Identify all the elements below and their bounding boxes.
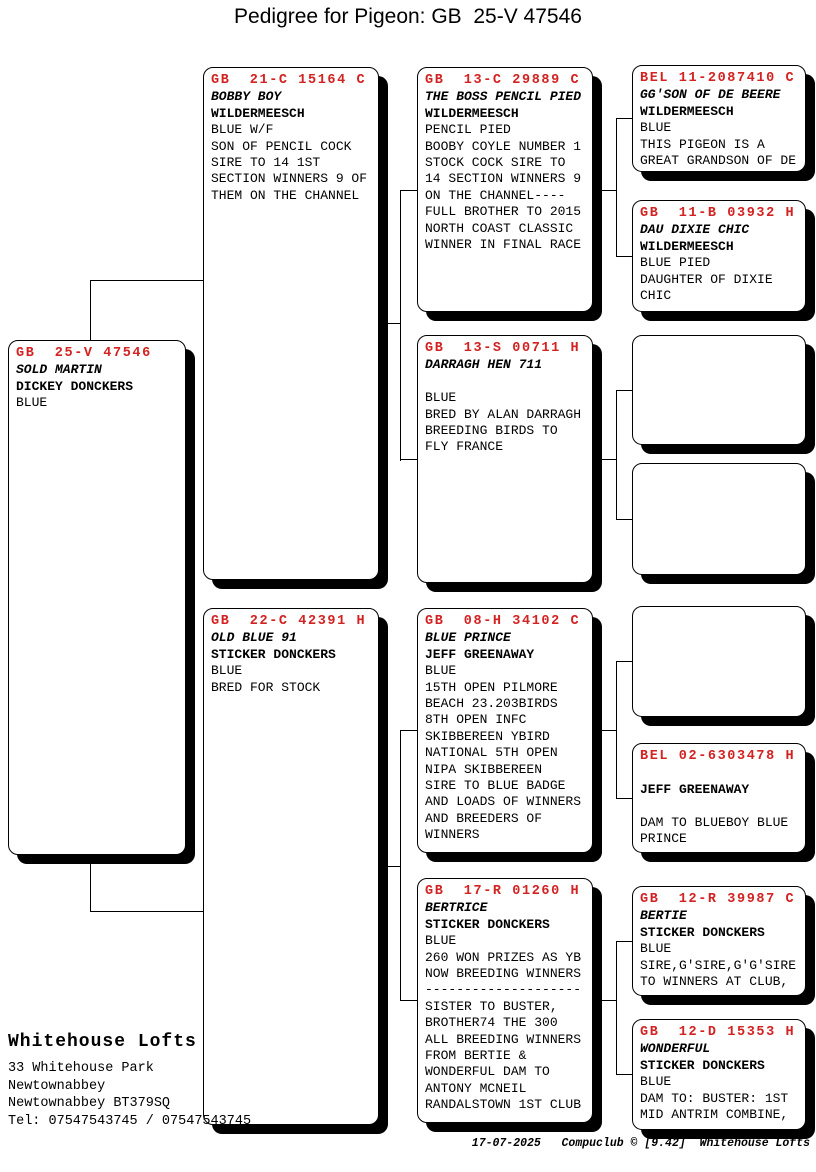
comment-line: BROTHER74 THE 300	[425, 1015, 558, 1031]
comment-line: ALL BREEDING WINNERS	[425, 1031, 582, 1047]
comment-line: NATIONAL 5TH OPEN	[425, 745, 558, 761]
comment-line: BLUE	[640, 1074, 672, 1090]
comment-line: DAM TO BLUEBOY BLUE	[640, 814, 789, 830]
breeder-address-line2: Newtownabbey	[8, 1078, 106, 1094]
strain-name	[425, 374, 586, 390]
comment-line: AND BREEDERS OF	[425, 810, 543, 826]
connector-line-horizontal	[592, 1000, 616, 1001]
comment-line: WONDERFUL DAM TO	[425, 1064, 550, 1080]
strain-name: STICKER DONCKERS	[211, 646, 336, 662]
connector-line-vertical	[400, 730, 401, 1000]
comment-line: BLUE	[16, 395, 48, 411]
comment-line: BLUE	[211, 663, 243, 679]
comment-line: TO WINNERS AT CLUB,	[640, 974, 789, 990]
ring-number: GB 08-H 34102 C	[425, 614, 581, 629]
connector-line-horizontal	[379, 323, 400, 324]
connector-line-horizontal	[592, 190, 616, 191]
pigeon-name: SOLD MARTIN	[16, 362, 102, 378]
ring-number: GB 13-S 00711 H	[425, 341, 581, 356]
strain-name: DICKEY DONCKERS	[16, 378, 134, 394]
strain-name: WILDERMEESCH	[640, 238, 734, 254]
pedigree-box-gg3	[632, 335, 806, 445]
comment-line: BLUE PIED	[640, 255, 711, 271]
connector-line-horizontal	[379, 866, 400, 867]
pigeon-name: BLUE PRINCE	[425, 630, 511, 646]
ring-number: BEL 11-2087410 C	[640, 71, 796, 86]
comment-line: SIRE TO 14 1ST	[211, 155, 321, 171]
connector-line-vertical	[616, 118, 617, 257]
pedigree-box-subject	[8, 340, 186, 855]
pedigree-box-gg1	[632, 65, 806, 172]
pigeon-name: DAU DIXIE CHIC	[640, 222, 750, 238]
pigeon-name: DARRAGH HEN 711	[425, 357, 543, 373]
footer-spacer-1	[541, 1137, 562, 1150]
ring-number: GB 12-R 39987 C	[640, 892, 796, 907]
comment-line: FROM BERTIE &	[425, 1048, 527, 1064]
pigeon-name: GG'SON OF DE BEERE	[640, 87, 781, 103]
comment-line: BRED FOR STOCK	[211, 679, 321, 695]
comment-line: SECTION WINNERS 9 OF	[211, 171, 368, 187]
pigeon-name: THE BOSS PENCIL PIED	[425, 89, 582, 105]
comment-line: BLUE	[640, 941, 672, 957]
pigeon-name	[640, 765, 799, 781]
ring-number: GB 22-C 42391 H	[211, 614, 367, 629]
connector-line-horizontal	[616, 256, 632, 257]
strain-name: STICKER DONCKERS	[640, 924, 765, 940]
breeder-address-line3: Newtownabbey BT379SQ	[8, 1096, 171, 1111]
strain-name: WILDERMEESCH	[425, 105, 519, 121]
connector-line-vertical	[616, 941, 617, 1074]
connector-line-horizontal	[400, 190, 417, 191]
pedigree-box-gg8	[632, 1019, 806, 1130]
comment-line: BREEDING BIRDS TO	[425, 423, 558, 439]
comment-line: WINNERS	[425, 827, 480, 843]
connector-line-horizontal	[616, 1074, 632, 1075]
pedigree-box-g3	[417, 608, 593, 853]
connector-line-horizontal	[616, 661, 632, 662]
pedigree-box-g2	[417, 335, 593, 583]
comment-line: RANDALSTOWN 1ST CLUB	[425, 1097, 582, 1113]
comment-line: 14 SECTION WINNERS 9	[425, 171, 582, 187]
connector-line-horizontal	[616, 519, 632, 520]
connector-line-horizontal	[592, 730, 616, 731]
strain-name: WILDERMEESCH	[640, 103, 734, 119]
connector-line-vertical	[616, 390, 617, 519]
comment-line: BRED BY ALAN DARRAGH	[425, 406, 582, 422]
comment-line: PRINCE	[640, 831, 687, 847]
connector-line-horizontal	[400, 730, 417, 731]
comment-line: BOOBY COYLE NUMBER 1	[425, 138, 582, 154]
comment-line: BEACH 23.203BIRDS	[425, 696, 558, 712]
comment-line: MID ANTRIM COMBINE,	[640, 1107, 789, 1123]
connector-line-vertical	[616, 661, 617, 798]
comment-line: DAUGHTER OF DIXIE	[640, 271, 773, 287]
strain-name: STICKER DONCKERS	[640, 1057, 765, 1073]
comment-line: STOCK COCK SIRE TO	[425, 155, 566, 171]
footer-spacer-2	[686, 1137, 700, 1150]
comment-line: BLUE	[425, 663, 457, 679]
comment-line: SISTER TO BUSTER,	[425, 998, 558, 1014]
comment-line: WINNER IN FINAL RACE	[425, 237, 582, 253]
comment-line: FULL BROTHER TO 2015	[425, 204, 582, 220]
comment-line: AND LOADS OF WINNERS	[425, 794, 582, 810]
pedigree-box-gg2	[632, 200, 806, 312]
comment-line: DAM TO: BUSTER: 1ST	[640, 1090, 789, 1106]
strain-name: STICKER DONCKERS	[425, 916, 550, 932]
connector-line-horizontal	[616, 118, 632, 119]
breeder-block	[8, 1032, 251, 1130]
breeder-address-line1: 33 Whitehouse Park	[8, 1061, 154, 1076]
comment-line: SON OF PENCIL COCK	[211, 138, 352, 154]
pigeon-name: BERTRICE	[425, 900, 488, 916]
breeder-telephone: Tel: 07547543745 / 07547543745	[8, 1113, 252, 1129]
comment-line: NOW BREEDING WINNERS	[425, 966, 582, 982]
connector-line-horizontal	[616, 798, 632, 799]
strain-name: WILDERMEESCH	[211, 105, 305, 121]
comment-line: PENCIL PIED	[425, 122, 511, 138]
connector-line-horizontal	[592, 459, 616, 460]
comment-line: THIS PIGEON IS A	[640, 136, 765, 152]
connector-line-horizontal	[90, 911, 203, 912]
pedigree-box-g4	[417, 878, 593, 1123]
comment-line: NIPA SKIBBEREEN	[425, 761, 543, 777]
connector-line-vertical	[90, 280, 91, 340]
pigeon-name: OLD BLUE 91	[211, 630, 297, 646]
pedigree-box-gg7	[632, 886, 806, 996]
connector-line-horizontal	[616, 390, 632, 391]
comment-line: SIRE TO BLUE BADGE	[425, 778, 566, 794]
comment-line: THEM ON THE CHANNEL	[211, 187, 360, 203]
comment-line: GREAT GRANDSON OF DE	[640, 153, 797, 169]
footer-date: 17-07-2025	[471, 1137, 541, 1150]
comment-line: BLUE	[425, 390, 457, 406]
comment-line: SKIBBEREEN YBIRD	[425, 728, 550, 744]
ring-number: BEL 02-6303478 H	[640, 749, 796, 764]
ring-number: GB 12-D 15353 H	[640, 1025, 796, 1040]
pigeon-name: WONDERFUL	[640, 1041, 711, 1057]
ring-number: GB 11-B 03932 H	[640, 206, 796, 221]
connector-line-horizontal	[400, 459, 417, 460]
comment-line: FLY FRANCE	[425, 439, 504, 455]
comment-line: ON THE CHANNEL----	[425, 187, 566, 203]
ring-number: GB 21-C 15164 C	[211, 73, 367, 88]
comment-line: BLUE	[640, 120, 672, 136]
connector-line-horizontal	[400, 1000, 417, 1001]
pedigree-box-gg4	[632, 463, 806, 575]
pedigree-box-gg6	[632, 743, 806, 853]
footer	[472, 1137, 810, 1150]
comment-line: SIRE,G'SIRE,G'G'SIRE	[640, 957, 797, 973]
comment-line: 15TH OPEN PILMORE	[425, 679, 558, 695]
page-title: Pedigree for Pigeon: GB 25-V 47546	[234, 5, 582, 28]
comment-line: NORTH COAST CLASSIC	[425, 220, 574, 236]
pigeon-name: BERTIE	[640, 908, 687, 924]
comment-line: BLUE W/F	[211, 122, 274, 138]
pedigree-box-g1	[417, 67, 593, 312]
pigeon-name: BOBBY BOY	[211, 89, 282, 105]
connector-line-horizontal	[616, 941, 632, 942]
comment-line: 8TH OPEN INFC	[425, 712, 527, 728]
pedigree-box-gg5	[632, 606, 806, 717]
pedigree-box-sire	[203, 67, 379, 580]
comment-line: ANTONY MCNEIL	[425, 1080, 527, 1096]
connector-line-vertical	[90, 855, 91, 911]
comment-line	[640, 798, 799, 814]
connector-line-vertical	[400, 190, 401, 461]
footer-loft-name: Whitehouse Lofts	[699, 1137, 810, 1150]
strain-name: JEFF GREENAWAY	[425, 646, 535, 662]
connector-line-horizontal	[90, 280, 203, 281]
comment-line: BLUE	[425, 933, 457, 949]
comment-line: --------------------	[425, 982, 582, 998]
breeder-name: Whitehouse Lofts	[8, 1032, 197, 1052]
ring-number: GB 13-C 29889 C	[425, 73, 581, 88]
comment-line: 260 WON PRIZES AS YB	[425, 949, 582, 965]
strain-name: JEFF GREENAWAY	[640, 781, 750, 797]
ring-number: GB 17-R 01260 H	[425, 884, 581, 899]
footer-program-version: Compuclub © [9.42]	[561, 1137, 686, 1150]
comment-line: CHIC	[640, 288, 672, 304]
ring-number: GB 25-V 47546	[16, 346, 152, 361]
